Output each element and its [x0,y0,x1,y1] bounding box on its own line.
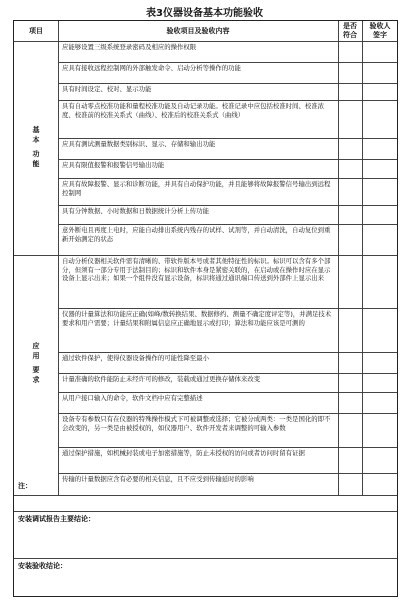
row-divider [58,373,397,374]
row-divider [14,558,397,559]
acceptance-item-text: 通过保护措施，如机械封装或电子加密措施等，防止未授权的访问或者访问时留有证据 [62,449,305,457]
category-char: 能 [32,160,40,168]
row-divider [58,308,397,309]
acceptance-item-text: 具有自动零点校准功能和量程校准功能及自动记录功能。校准记录中应包括校准时间、校准浓度、校准前的校准关系式（曲线）、校准后的校准关系式（曲线） [62,102,325,119]
row-divider [58,224,397,225]
category-char: 应 [32,342,40,350]
header-match-line1: 是否 [343,22,357,30]
row-divider [58,205,397,206]
acceptance-item-text: 具有时间设定、校对、显示功能 [62,85,152,93]
row-divider [58,62,397,63]
category-char: 要 [32,366,40,374]
column-divider [58,21,59,495]
acceptance-item-text: 自动分析仪器相关软件需有清晰的、带软件版本号或者其他特征性的标识。标识可以含有多个部分，但须有一部分专用于法制目的；标识和软件本身是紧密关联的，在启动或在操作时应在显示设备上显示出来；如果一个组件没有显示设备，标识将通过通讯端口传送到外部件上显示出来 [62,257,331,283]
column-divider [362,21,363,495]
install-report-label: 安装调试报告主要结论： [18,515,95,523]
acceptance-item-text: 应能够设置三级系统登录密码及相应的操作权限 [62,43,197,51]
header-acceptor [362,22,398,40]
category-char: 本 [32,136,40,144]
header-acceptor-line2: 签字 [373,31,387,39]
row-divider [58,138,397,139]
note-label: 注： [18,482,32,490]
acceptance-item-text: 传输的计量数据应含有必要的相关信息，且不应受到传输延时的影响 [62,475,254,483]
category-label [14,125,58,169]
acceptance-item-text: 具有分钟数据、小时数据和日数据统计分析上传功能 [62,207,209,215]
category-char: 功 [32,150,40,158]
row-divider [14,41,397,42]
acceptance-item-text: 通过软件保护，使得仪器设备操作的可能性降至最小 [62,354,209,362]
header-project: 项目 [29,27,43,35]
acceptance-item-text: 计量准确的软件能防止未经许可的修改，装载或通过更换存储体来改变 [62,375,261,383]
acceptance-item-text: 从用户接口输入的命令，软件文档中应有完整描述 [62,394,203,402]
row-divider [58,178,397,179]
row-divider [58,100,397,101]
header-content: 验收项目及验收内容 [166,27,230,35]
acceptance-item-text: 应具有限值报警和报警信号输出功能 [62,161,165,169]
acceptance-item-text: 意外断电且再度上电时，应能自动排出系统内残存的试样、试剂等，并自动清洗，自动复位到重新开始测定的状态 [62,226,331,243]
row-divider [58,447,397,448]
category-char: 求 [32,376,40,384]
acceptance-item-text: 应具有故障报警、显示和诊断功能，并具有自动保护功能，并且能够将故障报警信号输出到远程控制网 [62,180,331,197]
column-divider [338,21,339,495]
acceptance-item-text: 应具有测试测量数据类别标识、显示、存储和输出功能 [62,140,216,148]
table-title: 表3仪器设备基本功能验收 [146,8,263,19]
acceptance-item-text: 设备专有参数只有在仪器的特殊操作模式下可被调整或选择；它被分成两类：一类是国化的即不会改变的，另一类是由被授权的，如仪器用户、软件开发者来调整的可输入参数 [62,415,331,432]
row-divider [58,83,397,84]
row-divider [14,495,397,496]
acceptance-item-text: 仪器的计量算法和功能应正确(如峰/数转换结果、数据修约、测量不确定度评定等)，并满足技术要求和用户需要；计量结果和附属信息应正确地显示或打印；算法和功能应该是可测的 [62,310,332,327]
acceptance-conclusion-label: 安装验收结论： [18,562,67,570]
header-match [338,22,362,40]
row-divider [58,473,397,474]
row-divider [14,255,397,256]
row-divider [58,159,397,160]
header-match-line2: 符合 [343,31,357,39]
row-divider [58,392,397,393]
row-divider [14,511,397,512]
acceptance-table [13,20,398,597]
row-divider [58,352,397,353]
category-basic-functions [14,125,58,169]
acceptance-item-text: 应具有接收远程控制网的外部触发命令、启动分析等操作的功能 [62,64,241,72]
row-divider [58,413,397,414]
header-acceptor-line1: 验收人 [369,22,391,30]
category-char: 基 [32,126,40,134]
category-application-requirements [14,341,58,385]
category-label [14,341,58,385]
category-char: 用 [32,352,40,360]
